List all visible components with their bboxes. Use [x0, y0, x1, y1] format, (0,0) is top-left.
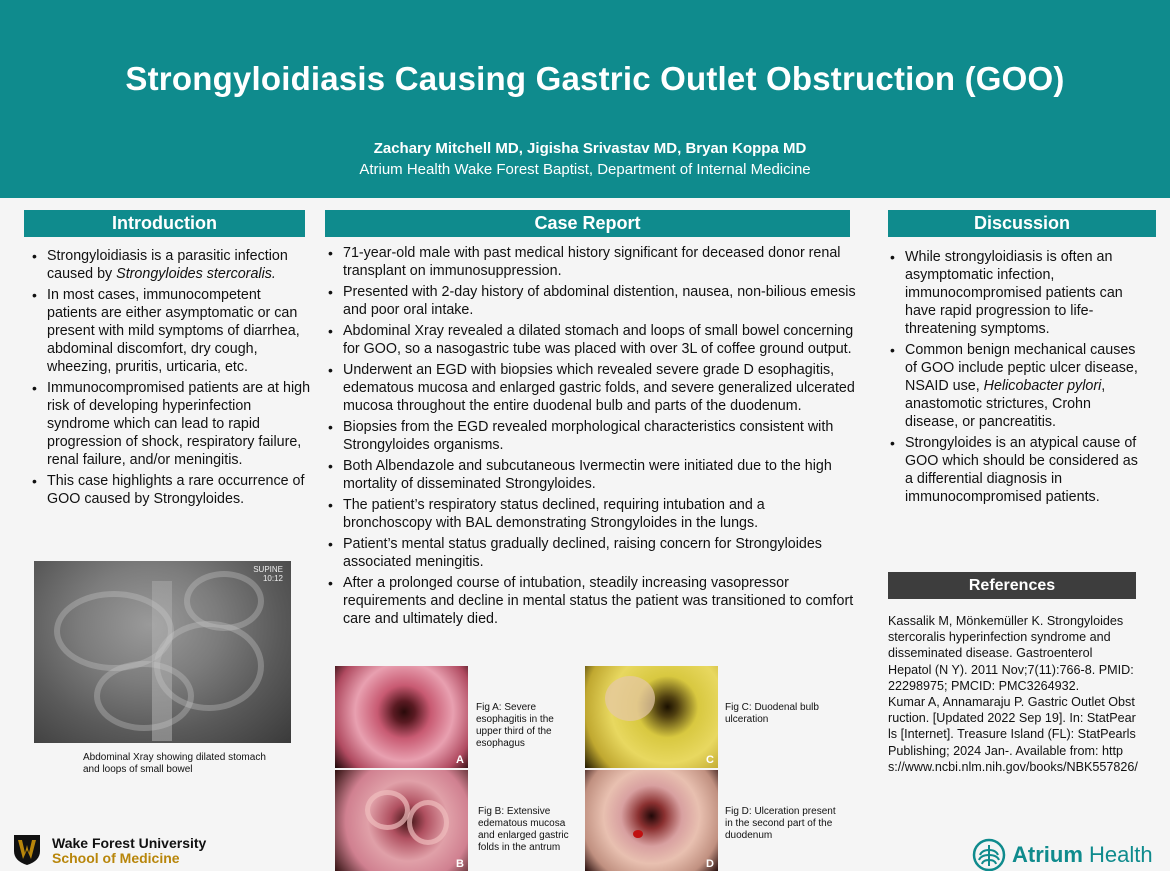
discussion-bullets — [884, 248, 1146, 509]
introduction-heading: Introduction — [24, 210, 305, 237]
intro-bullet-3: • Immunocompromised patients are at high risk of developing hyperinfection syndrome which can lead to rapid progression of shock, respiratory failure, renal failure, and/or meningitis. — [26, 379, 311, 469]
intro-bullet-1: • Strongyloidiasis is a parasitic infection caused by Strongyloides stercoralis. — [26, 247, 311, 283]
figure-c-caption: Fig C: Duodenal bulb ulceration — [725, 702, 819, 725]
discussion-bullet-2: • Common benign mechanical causes of GOO include peptic ulcer disease, NSAID use, Helicobacter pylori, anastomotic strictures, Crohn disease, or pancreatitis. — [884, 341, 1146, 431]
references-heading: References — [888, 572, 1136, 599]
atrium-rest: Health — [1082, 842, 1153, 867]
case-bullet-5: • Biopsies from the EGD revealed morphological characteristics consistent with Strongyloides organisms. — [322, 418, 857, 454]
poster-title: Strongyloidiasis Causing Gastric Outlet Obstruction (GOO) — [125, 60, 1065, 97]
abdominal-xray-image — [34, 561, 291, 743]
figure-b-caption: Fig B: Extensive edematous mucosa and enlarged gastric folds in the antrum — [478, 806, 569, 853]
figure-c-image: C — [585, 666, 718, 768]
figure-a-image: A — [335, 666, 468, 768]
intro-bullet-4: • This case highlights a rare occurrence of GOO caused by Strongyloides. — [26, 472, 311, 508]
reference-1: Kassalik M, Mönkemüller K. Strongyloides stercoralis hyperinfection syndrome and disseminated disease. Gastroenterol Hepatol (N Y). 2011 Nov;7(11):766-8. PMID: 22298975; PMCID: PMC3264932. — [888, 614, 1134, 693]
figure-a-caption: Fig A: Severe esophagitis in the upper third of the esophagus — [476, 702, 554, 749]
case-bullet-6: • Both Albendazole and subcutaneous Ivermectin were initiated due to the high mortality of disseminated Strongyloides. — [322, 457, 857, 493]
case-bullet-2: • Presented with 2-day history of abdominal distention, nausea, non-bilious emesis and poor oral intake. — [322, 283, 857, 319]
xray-marker: SUPINE 10:12 — [253, 565, 283, 583]
case-bullet-4: • Underwent an EGD with biopsies which revealed severe grade D esophagitis, edematous mucosa and enlarged gastric folds, and severe generalized ulcerated mucosa throughout the entire duodenal bulb and parts of the duodenum. — [322, 361, 857, 415]
discussion-heading: Discussion — [888, 210, 1156, 237]
discussion-bullet-3: • Strongyloides is an atypical cause of GOO which should be considered as a differential diagnosis in immunocompromised patients. — [884, 434, 1146, 506]
case-bullet-3: • Abdominal Xray revealed a dilated stomach and loops of small bowel concerning for GOO, so a nasogastric tube was placed with over 3L of coffee ground output. — [322, 322, 857, 358]
atrium-bold: Atrium — [1012, 842, 1083, 867]
figure-b-image: B — [335, 770, 468, 871]
figure-d-caption: Fig D: Ulceration present in the second part of the duodenum — [725, 806, 836, 841]
poster-header — [0, 0, 1170, 198]
case-bullet-8: • Patient’s mental status gradually declined, raising concern for Strongyloides associated meningitis. — [322, 535, 857, 571]
atrium-leaf-icon — [972, 838, 1006, 871]
case-report-bullets — [322, 244, 857, 631]
authors: Zachary Mitchell MD, Jigisha Srivastav MD, Bryan Koppa MD — [373, 140, 807, 157]
discussion-bullet-1: • While strongyloidiasis is often an asymptomatic infection, immunocompromised patients can have rapid progression to life-threatening symptoms. — [884, 248, 1146, 338]
intro-bullet-2: • In most cases, immunocompetent patients are either asymptomatic or can present with mild symptoms of diarrhea, abdominal discomfort, dry cough, wheezing, pruritis, urticaria, etc. — [26, 286, 311, 376]
introduction-bullets — [26, 247, 311, 511]
case-report-heading: Case Report — [325, 210, 850, 237]
bacteria-name: Helicobacter pylori — [983, 378, 1102, 394]
wfu-name: Wake Forest University — [52, 835, 207, 851]
wfu-shield-icon — [12, 833, 42, 866]
case-bullet-1: • 71-year-old male with past medical history significant for deceased donor renal transplant on immunosuppression. — [322, 244, 857, 280]
wfu-school: School of Medicine — [52, 850, 180, 866]
reference-2: Kumar A, Annamaraju P. Gastric Outlet Obstruction. [Updated 2022 Sep 19]. In: StatPearls [Internet]. Treasure Island (FL): StatPearls Publishing; 2024 Jan-. Available from: https://www.ncbi.nlm.nih.gov/books/NBK557826/ — [888, 695, 1138, 774]
case-bullet-9: • After a prolonged course of intubation, steadily increasing vasopressor requirements and decline in mental status the patient was transitioned to comfort care and ultimately died. — [322, 574, 857, 628]
affiliation: Atrium Health Wake Forest Baptist, Department of Internal Medicine — [359, 161, 811, 178]
case-bullet-7: • The patient’s respiratory status declined, requiring intubation and a bronchoscopy with BAL demonstrating Strongyloides in the lungs. — [322, 496, 857, 532]
xray-caption: Abdominal Xray showing dilated stomach and loops of small bowel — [83, 752, 266, 775]
figure-d-image: D — [585, 770, 718, 871]
species-name: Strongyloides stercoralis. — [116, 266, 276, 282]
references-list — [888, 613, 1138, 775]
